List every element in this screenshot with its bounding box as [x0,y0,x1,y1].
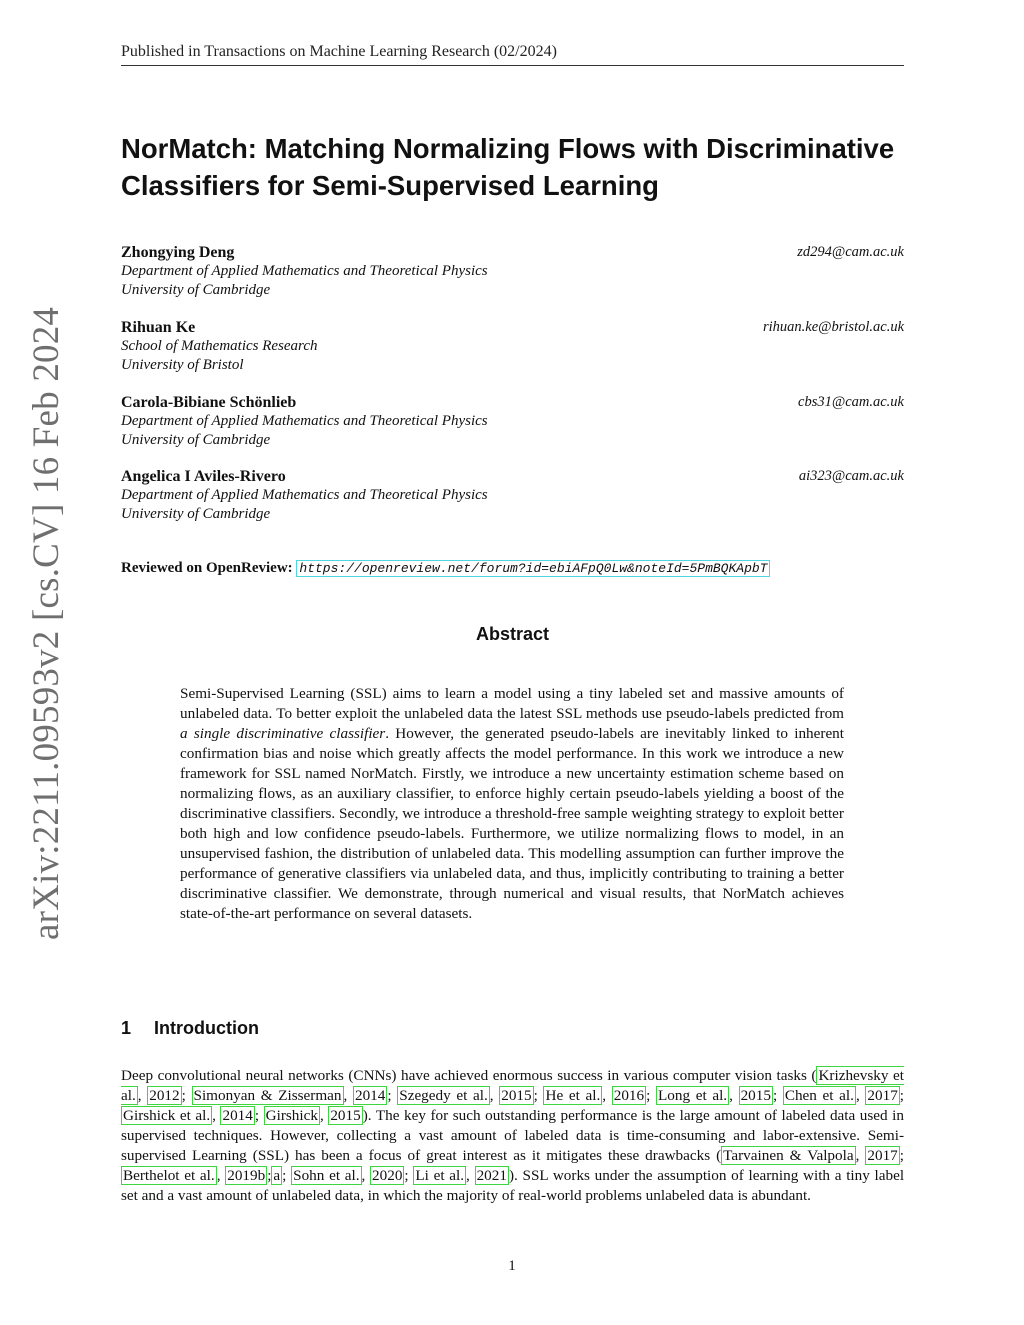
author-department: Department of Applied Mathematics and Theoretical Physics [121,487,488,503]
intro-text: Deep convolutional neural networks (CNNs) have achieved enormous success in various computer vision tasks ( [121,1067,817,1084]
citation-year-link[interactable]: 2020 [372,1167,403,1184]
author-department: School of Mathematics Research [121,338,318,354]
author-department: Department of Applied Mathematics and Theoretical Physics [121,263,488,279]
abstract-text: Semi-Supervised Learning (SSL) aims to learn a model using a tiny labeled set and massive amounts of unlabeled data. To better exploit the unlabeled data the latest SSL methods use pseudo-labels predicted from [180,685,844,722]
author-block [121,243,904,300]
author-department: Department of Applied Mathematics and Theoretical Physics [121,413,488,429]
citation-link[interactable]: Sohn et al. [293,1167,360,1184]
citation-link[interactable]: Krizhevsky et al. [121,1067,904,1104]
citation-link[interactable]: Szegedy et al. [399,1087,488,1104]
citation-link[interactable]: Simonyan & Zisserman [193,1087,342,1104]
introduction-paragraph: Deep convolutional neural networks (CNNs) have achieved enormous success in various computer vision tasks ( Krizhevsky et al. , 2012 ; Simonyan & Zisserman , 2014 ; Szegedy et al. , 2015 ; He et al. , 2016 ; Long et al. , 2015 ; Chen et al. , 2017 ; Girshick et al. , 2014 ; Girshick , 2015 ). The key for such outstanding performance is the large amount of labeled data used in supervised techniques. However, collecting a vast amount of labeled data is time-consuming and labor-extensive. Semi-supervised Learning (SSL) has been a focus of great interest as it mitigates these drawbacks ( Tarvainen & Valpola , 2017 ; Berthelot et al. , 2019b ; a ; Sohn et al. , 2020 ; Li et al. , 2021 ). SSL works under the assumption of learning with a tiny label set and a vast amount of unlabeled data, in which the majority of real-world problems unlabeled data is abundant. [121,1067,905,1204]
citation-year-link[interactable]: 2015 [740,1087,771,1104]
citation-link[interactable]: Chen et al. [784,1087,854,1104]
citation-year-link[interactable]: 2014 [354,1087,386,1104]
abstract-body [180,684,844,924]
author-name: Carola-Bibiane Schönlieb [121,394,297,411]
citation-link[interactable]: He et al. [545,1087,601,1104]
citation-year-link[interactable]: 2015 [501,1087,532,1104]
author-block [121,393,904,450]
section-heading [121,1018,259,1039]
citation-year-link[interactable]: 2019b [227,1167,266,1184]
abstract-text: . However, the generated pseudo-labels are inevitably linked to inherent confirmation bias and noise which greatly affects the model performance. In this work we introduce a new framework for SSL named NorMatch. Firstly, we introduce a new uncertainty estimation scheme based on normalizing flows, as an auxiliary classifier, to enforce highly certain pseudo-labels yielding a boost of the discriminative classifiers. Secondly, we introduce a threshold-free sample weighting strategy to exploit better both high and low confidence pseudo-labels. Furthermore, we utilize normalizing flows to model, in an unsupervised fashion, the distribution of unlabeled data. This modelling assumption can further improve the performance of generative classifiers via unlabeled data, and thus, implicitly contributing to training a better discriminative classifier. We demonstrate, through numerical and visual results, that NorMatch achieves state-of-the-art performance on several datasets. [180,725,844,922]
author-name: Angelica I Aviles-Rivero [121,468,286,485]
citation-link[interactable]: Long et al. [657,1087,728,1104]
citation-link[interactable]: Berthelot et al. [123,1167,215,1184]
section-number: 1 [121,1018,132,1038]
citation-year-link[interactable]: 2012 [149,1087,180,1104]
citation-link[interactable]: Girshick [265,1107,318,1124]
author-block [121,318,904,375]
author-email[interactable]: rihuan.ke@bristol.ac.uk [763,319,904,335]
citation-link[interactable]: Li et al. [415,1167,465,1184]
author-name: Rihuan Ke [121,319,196,336]
citation-year-link[interactable]: 2015 [330,1107,361,1124]
author-university: University of Bristol [121,357,244,373]
abstract-heading: Abstract [475,624,550,644]
author-email[interactable]: zd294@cam.ac.uk [797,244,904,260]
paper-title: NorMatch: Matching Normalizing Flows with Discriminative Classifiers for Semi-Supervised Learning [121,133,895,201]
author-name: Zhongying Deng [121,244,235,261]
author-university: University of Cambridge [121,282,271,298]
section-title: Introduction [154,1018,259,1038]
author-email[interactable]: ai323@cam.ac.uk [798,468,904,484]
running-header: Published in Transactions on Machine Learning Research (02/2024) [121,43,904,66]
citation-year-link[interactable]: 2021 [476,1167,507,1184]
openreview-line [121,560,904,577]
author-email[interactable]: cbs31@cam.ac.uk [798,394,904,410]
citation-link[interactable]: Girshick et al. [123,1107,211,1124]
author-university: University of Cambridge [121,432,271,448]
citation-year-link[interactable]: a [273,1167,281,1184]
openreview-link[interactable]: https://openreview.net/forum?id=ebiAFpQ0Lw&noteId=5PmBQKApbT [296,560,770,577]
intro-text: ). The key for such outstanding performance is the large amount of labeled data used in supervised techniques. However, collecting a vast amount of labeled data is time-consuming and labor-extensive. Semi-supervised Learning (SSL) has been a focus of great interest as it mitigates these drawbacks ( [121,1107,904,1164]
citation-year-link[interactable]: 2016 [613,1087,645,1104]
abstract-emphasis: a single discriminative classifier [180,725,386,742]
citation-link[interactable]: Tarvainen & Valpola [723,1147,854,1164]
author-university: University of Cambridge [121,506,271,522]
intro-text: ). SSL works under the assumption of learning with a tiny label set and a vast amount of unlabeled data, in which the majority of real-world problems unlabeled data is abundant. [121,1167,905,1204]
openreview-label: Reviewed on OpenReview: [121,560,293,576]
author-block [121,467,904,524]
citation-year-link[interactable]: 2017 [867,1147,898,1164]
citation-year-link[interactable]: 2017 [867,1087,898,1104]
arxiv-identifier: arXiv:2211.09593v2 [cs.CV] 16 Feb 2024 [26,306,67,940]
citation-year-link[interactable]: 2014 [222,1107,253,1124]
page-number: 1 [508,1258,516,1274]
